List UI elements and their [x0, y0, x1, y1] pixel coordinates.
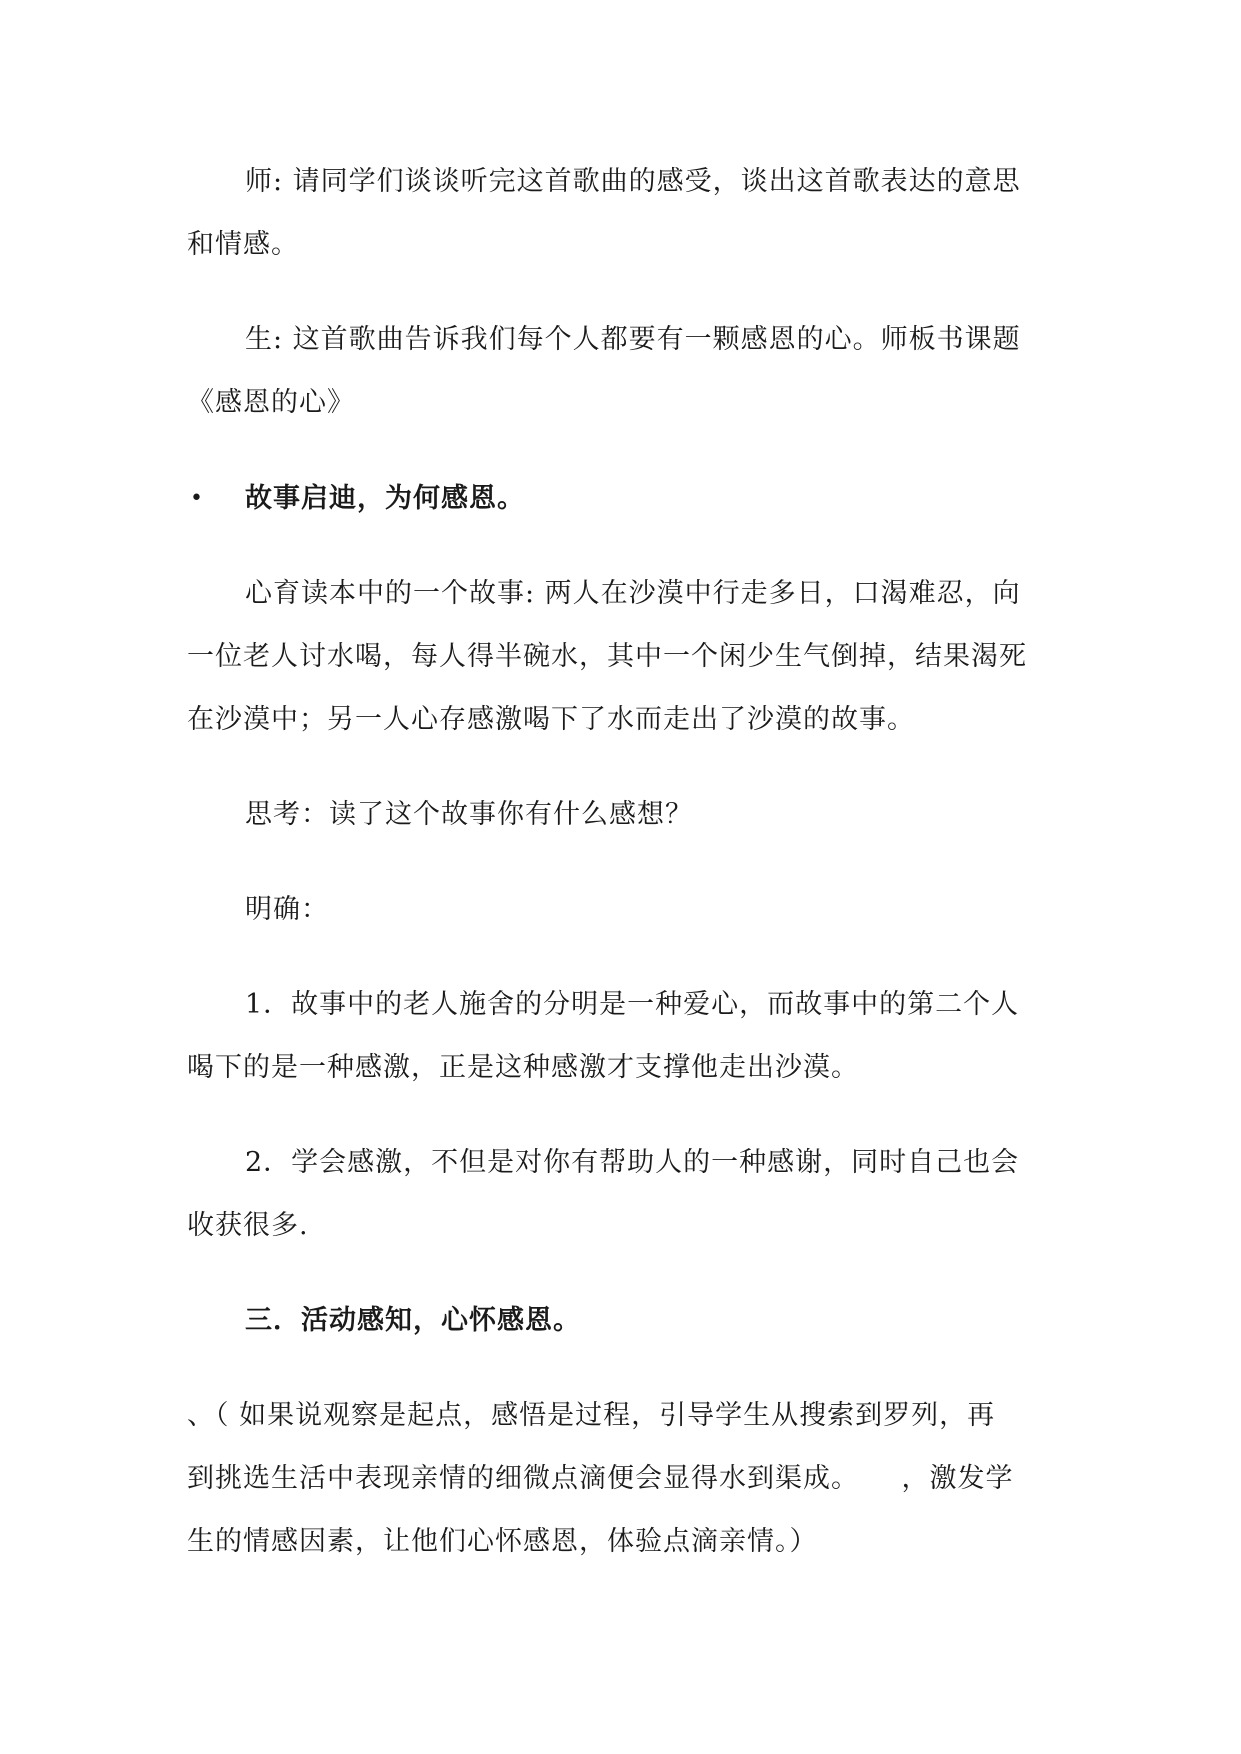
story-line-1: 心育读本中的一个故事: 两人在沙漠中行走多日，口渴难忍，向 — [245, 578, 1021, 609]
point-2-line-1: 2．学会感激，不但是对你有帮助人的一种感谢，同时自己也会 — [245, 1147, 1020, 1178]
student-answer-line-2: 《感恩的心》 — [187, 387, 355, 418]
teacher-prompt-line-1: 师: 请同学们谈谈听完这首歌曲的感受，谈出这首歌表达的意思 — [245, 166, 1021, 197]
teacher-prompt-line-2: 和情感。 — [187, 229, 299, 260]
section-heading-story: 故事启迪，为何感恩。 — [245, 483, 525, 514]
point-1-line-1: 1．故事中的老人施舍的分明是一种爱心，而故事中的第二个人 — [245, 989, 1020, 1020]
point-1-line-2: 喝下的是一种感激，正是这种感激才支撑他走出沙漠。 — [187, 1052, 859, 1083]
thinking-question: 思考：读了这个故事你有什么感想？ — [245, 799, 693, 830]
activity-note-line-2: 到挑选生活中表现亲情的细微点滴便会显得水到渠成。 ，激发学 — [187, 1463, 1014, 1494]
clarify-label: 明确： — [245, 894, 329, 925]
story-line-2: 一位老人讨水喝，每人得半碗水，其中一个闲少生气倒掉，结果渴死 — [187, 641, 1027, 672]
section-heading-activity: 三．活动感知，心怀感恩。 — [245, 1305, 581, 1336]
student-answer-line-1: 生: 这首歌曲告诉我们每个人都要有一颗感恩的心。师板书课题 — [245, 324, 1021, 355]
point-2-line-2: 收获很多. — [187, 1210, 309, 1241]
activity-note-line-1: 、（ 如果说观察是起点，感悟是过程，引导学生从搜索到罗列，再 — [187, 1400, 996, 1431]
bullet-marker: • — [190, 486, 203, 511]
story-line-3: 在沙漠中；另一人心存感激喝下了水而走出了沙漠的故事。 — [187, 704, 915, 735]
activity-note-line-3: 生的情感因素，让他们心怀感恩，体验点滴亲情。） — [187, 1526, 818, 1557]
